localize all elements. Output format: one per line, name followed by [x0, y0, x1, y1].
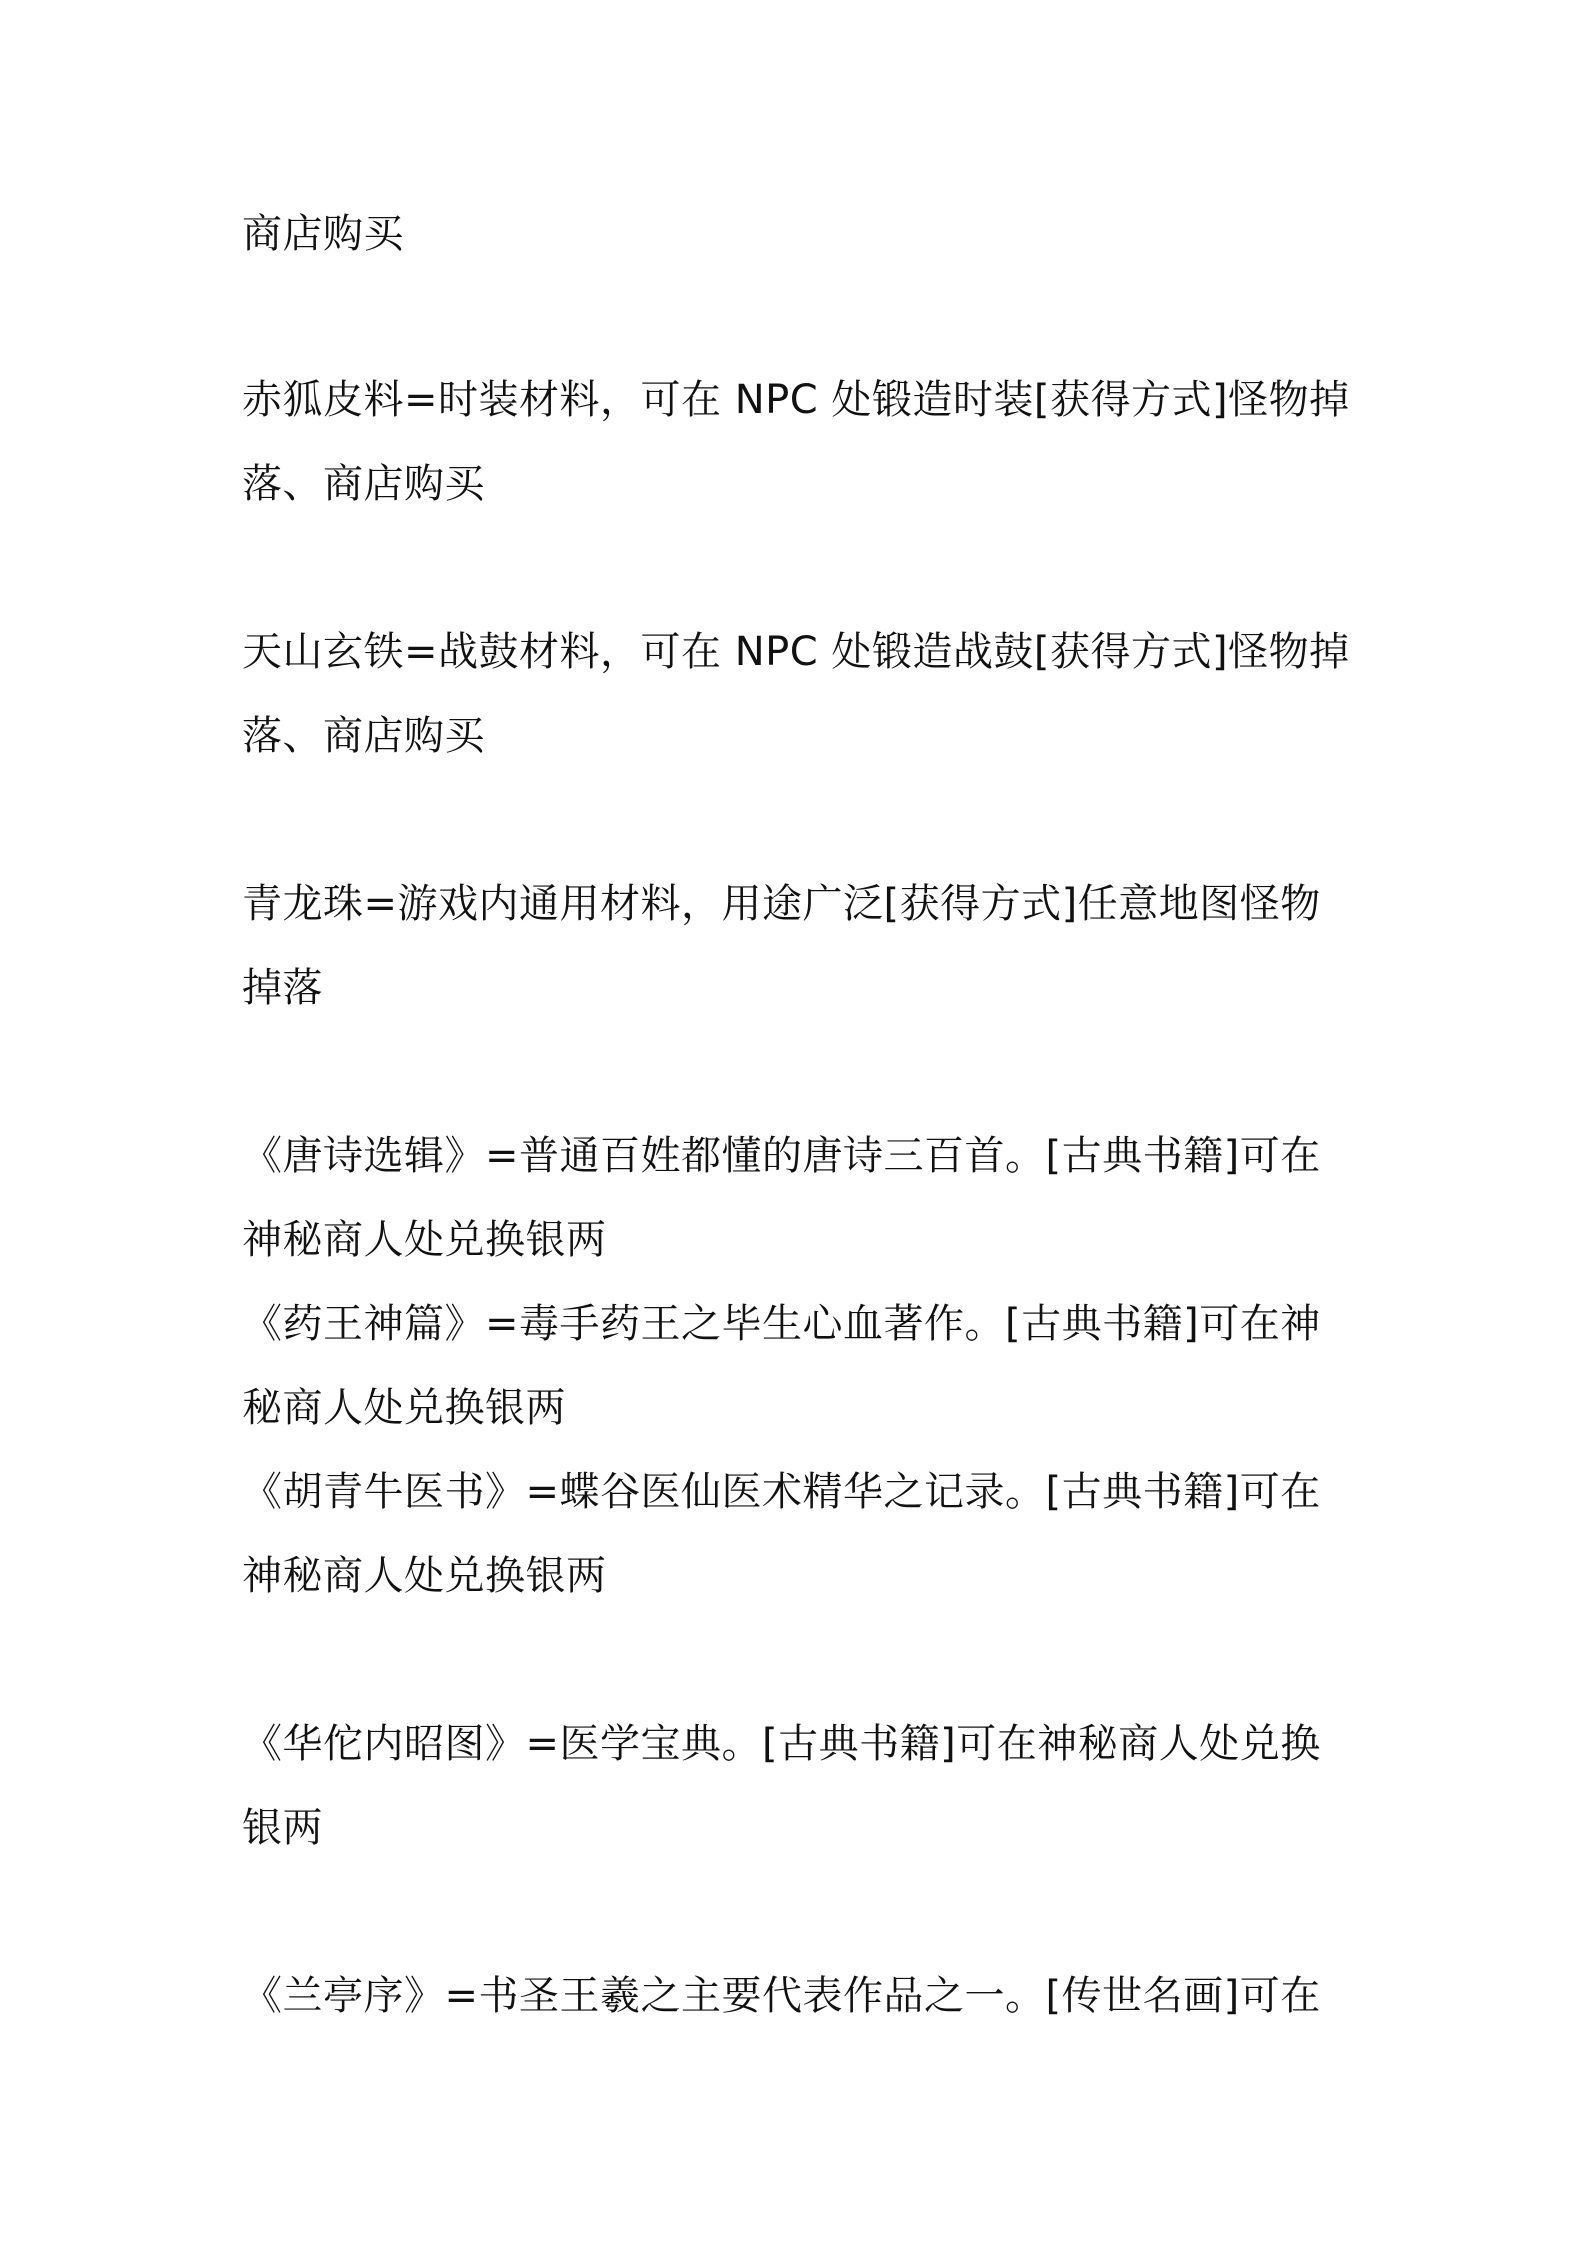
- text-line: 青龙珠=游戏内通用材料，用途广泛[获得方式]任意地图怪物: [242, 881, 1321, 927]
- text-line: 《胡青牛医书》=蝶谷医仙医术精华之记录。[古典书籍]可在: [242, 1469, 1321, 1515]
- text-line: 掉落: [242, 965, 323, 1011]
- text-line: 《兰亭序》=书圣王羲之主要代表作品之一。[传世名画]可在: [242, 1973, 1321, 2019]
- text-line: 赤狐皮料=时装材料，可在 NPC 处锻造时装[获得方式]怪物掉: [242, 377, 1350, 423]
- text-line: 《华佗内昭图》=医学宝典。[古典书籍]可在神秘商人处兑换: [242, 1721, 1321, 1767]
- text-line: 秘商人处兑换银两: [242, 1385, 566, 1431]
- text-line: 落、商店购买: [242, 461, 485, 507]
- text-line: 神秘商人处兑换银两: [242, 1217, 607, 1263]
- text-line: 《药王神篇》=毒手药王之毕生心血著作。[古典书籍]可在神: [242, 1301, 1321, 1347]
- text-line: 商店购买: [242, 211, 404, 257]
- text-line: 落、商店购买: [242, 713, 485, 759]
- text-line: 《唐诗选辑》=普通百姓都懂的唐诗三百首。[古典书籍]可在: [242, 1133, 1321, 1179]
- text-line: 天山玄铁=战鼓材料，可在 NPC 处锻造战鼓[获得方式]怪物掉: [242, 629, 1350, 675]
- text-line: 神秘商人处兑换银两: [242, 1553, 607, 1599]
- text-line: 银两: [242, 1805, 323, 1851]
